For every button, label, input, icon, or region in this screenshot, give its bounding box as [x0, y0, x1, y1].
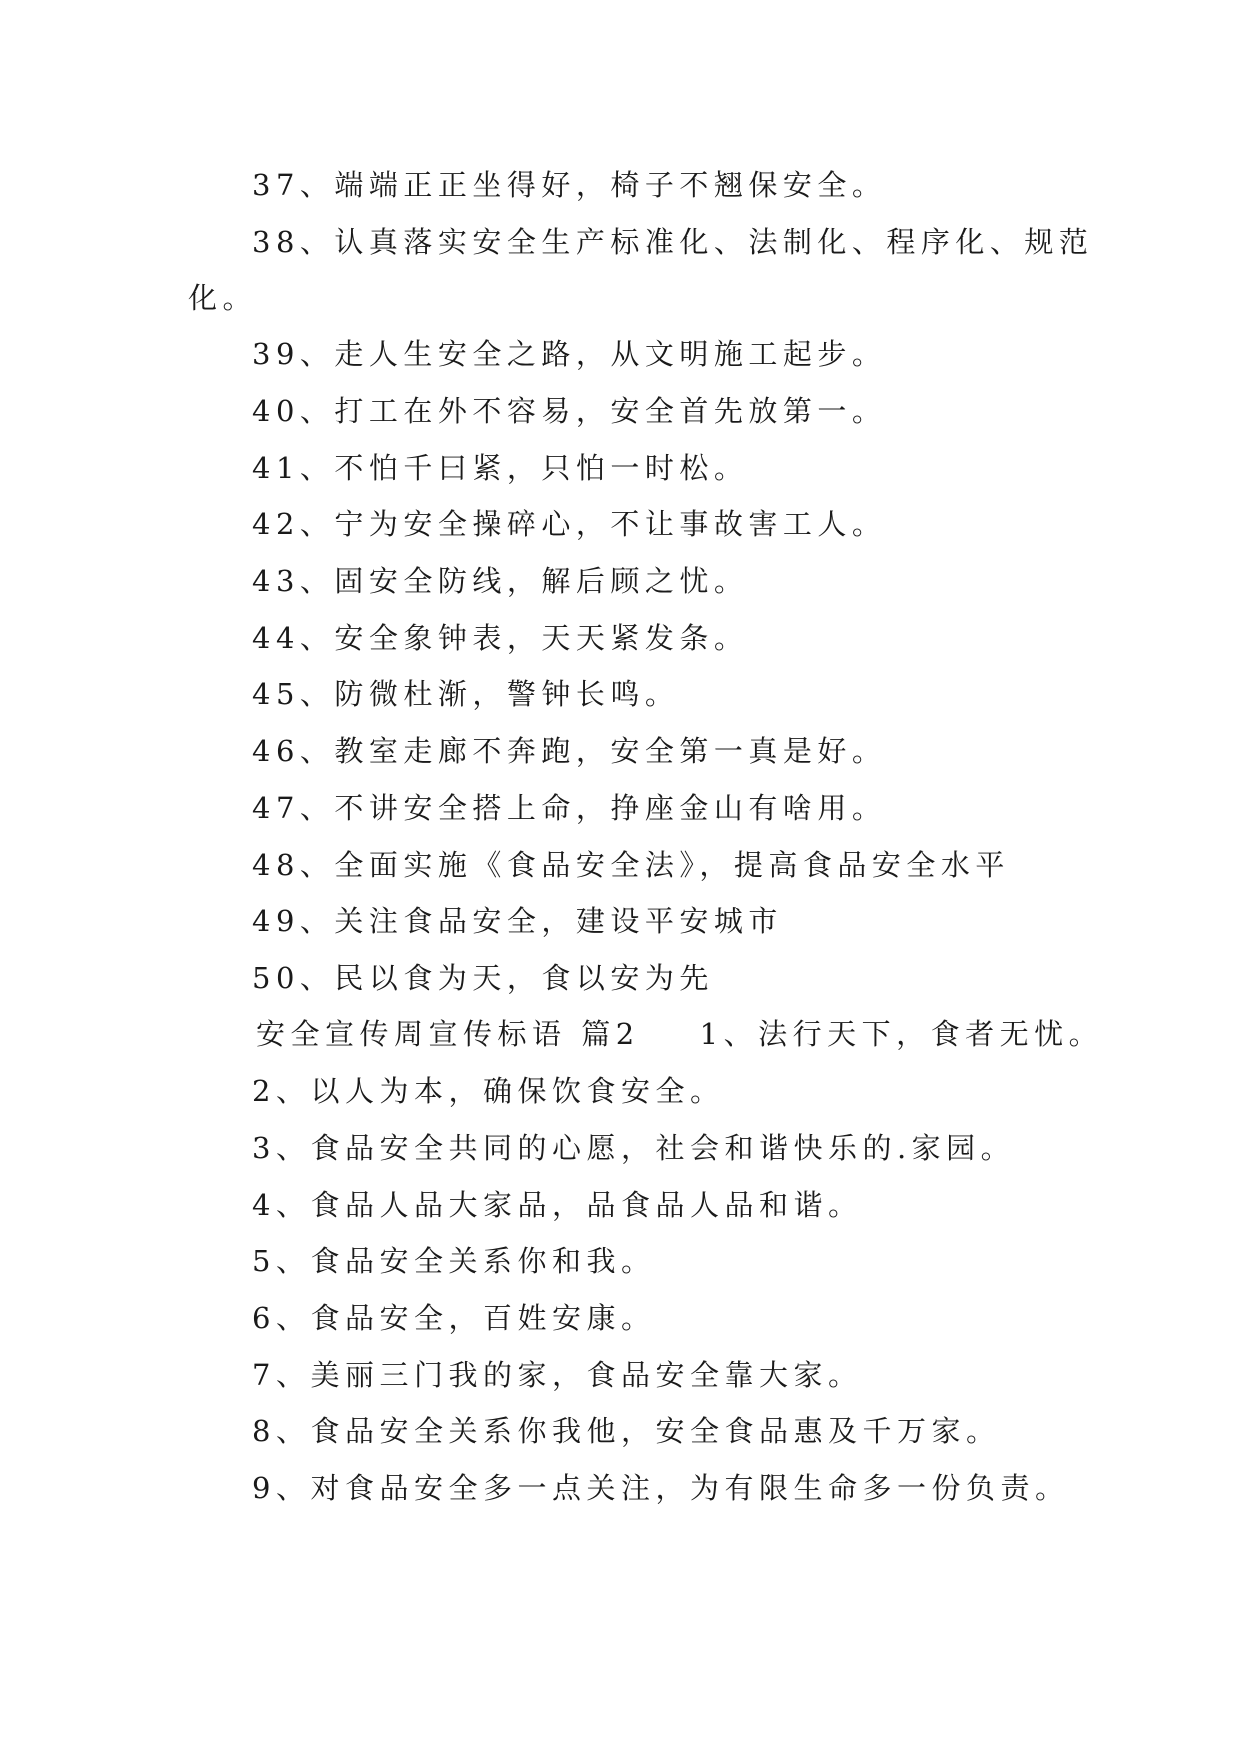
slogan-line-43: 43、固安全防线，解后顾之忧。	[252, 564, 749, 598]
slogan-line-40: 40、打工在外不容易，安全首先放第一。	[252, 394, 887, 428]
slogan-line-44: 44、安全象钟表，天天紧发条。	[252, 621, 749, 655]
slogan-line-47: 47、不讲安全搭上命，挣座金山有啥用。	[252, 791, 887, 825]
section-heading-row	[256, 1014, 1103, 1054]
slogan-line-39: 39、走人生安全之路，从文明施工起步。	[252, 337, 887, 371]
slogan-line-38: 38、认真落实安全生产标准化、法制化、程序化、规范	[252, 225, 1094, 259]
slogan-line-41: 41、不怕千曰紧，只怕一时松。	[252, 451, 749, 485]
slogan-line-37: 37、端端正正坐得好，椅子不翘保安全。	[252, 168, 887, 202]
slogan-line-49: 49、关注食品安全，建设平安城市	[252, 904, 783, 938]
slogan-line-50: 50、民以食为天，食以安为先	[252, 961, 714, 995]
slogan-line-38-continued: 化。	[188, 281, 258, 315]
slogan-line-42: 42、宁为安全操碎心，不让事故害工人。	[252, 507, 887, 541]
slogan-line-48: 48、全面实施《食品安全法》，提高食品安全水平	[252, 848, 1010, 882]
section-item-8: 8、食品安全关系你我他，安全食品惠及千万家。	[252, 1414, 1001, 1448]
section-item-9: 9、对食品安全多一点关注，为有限生命多一份负责。	[252, 1471, 1070, 1505]
section-item-3: 3、食品安全共同的心愿，社会和谐快乐的.家园。	[252, 1131, 1016, 1165]
section-item-2: 2、以人为本，确保饮食安全。	[252, 1074, 725, 1108]
section-item-5: 5、食品安全关系你和我。	[252, 1244, 656, 1278]
section-item-6: 6、食品安全，百姓安康。	[252, 1301, 656, 1335]
section-item-7: 7、美丽三门我的家，食品安全靠大家。	[252, 1358, 863, 1392]
section-item-4: 4、食品人品大家品，品食品人品和谐。	[252, 1188, 863, 1222]
slogan-line-46: 46、教室走廊不奔跑，安全第一真是好。	[252, 734, 887, 768]
section-item-1: 1、法行天下，食者无忧。	[699, 1017, 1104, 1051]
section-heading: 安全宣传周宣传标语 篇2	[256, 1017, 640, 1051]
slogan-line-45: 45、防微杜渐，警钟长鸣。	[252, 677, 680, 711]
